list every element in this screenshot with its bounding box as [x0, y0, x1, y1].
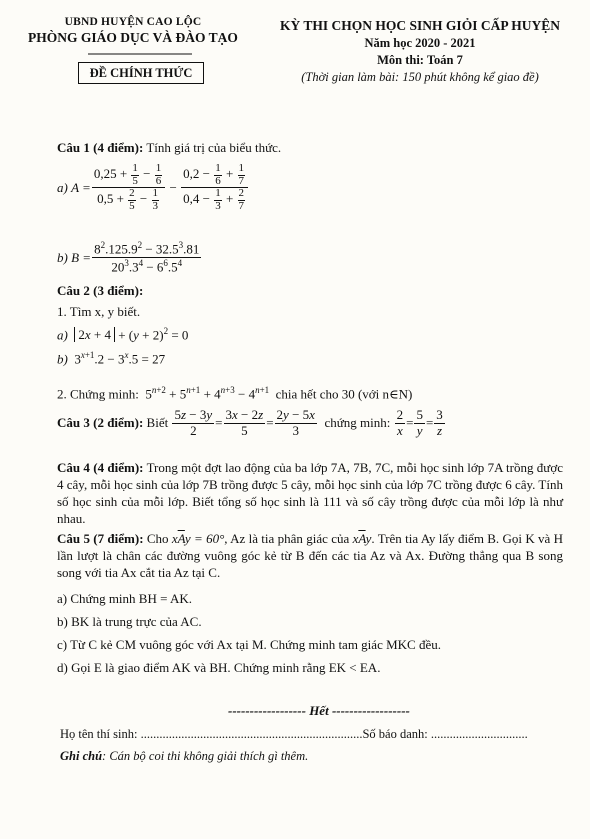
q4-text: Trong một đợt lao động của ba lớp 7A, 7B, 7C, mỗi học sinh lớp 7A trồng được 4 cây, mỗi học sinh của lớp 7B trồng được 5 cây, mỗi học sinh của lớp 7C trồng được 6 cây. Tính số học sinh của mỗi lớp. Biết tổng số học sinh là 111 và số cây trồng được của mỗi lớp là như nhau. — [57, 460, 563, 526]
organization-header — [28, 16, 238, 46]
candidate-number-label: Số báo danh: — [362, 727, 428, 741]
q2-part1: 1. Tìm x, y biết. — [57, 304, 141, 319]
q1b-frac: $\frac{8^2.125.9^2 - 32.5^3.81}{20^3.3^4 - 6^6.5^4}$ — [94, 240, 200, 275]
time-note: (Thời gian làm bài: 150 phút không kể giao đề) — [301, 70, 539, 84]
q1a-frac-1: 0,25 + $\frac{1}{5}$ − $\frac{1}{6}$ 0,5 + $\frac{2}{5}$ − $\frac{1}{3}$ — [92, 163, 165, 212]
q1a-frac-2: 0,2 − $\frac{1}{6}$ + $\frac{1}{7}$ 0,4 − $\frac{1}{3}$ + $\frac{2}{7}$ — [181, 163, 248, 212]
q2-part2: 2. Chứng minh: $5^{n+2} + 5^{n+1} + 4^{n+3} - 4^{n+1}$ chia hết cho 30 (với n∈N) — [57, 385, 413, 402]
q1-title: Câu 1 (4 điểm): — [57, 140, 144, 155]
candidate-name-label: Họ tên thí sinh: — [60, 727, 138, 741]
q5-title: Câu 5 (7 điểm): — [57, 531, 144, 546]
q5b: b) BK là trung trực của AC. — [57, 614, 202, 629]
q1b-expression — [57, 240, 202, 276]
candidate-number-dots[interactable]: ............................... — [430, 727, 528, 741]
q3-statement: Câu 3 (2 điểm): Biết $\frac{5z - 3y}{2}$ = $\frac{3x - 2z}{5}$ = $\frac{2y - 5x}{3}$ chứng minh: $\frac{2}{x}$ = $\frac{5}{y}$ = $\frac{3}{z}$ — [57, 407, 443, 438]
angle-xay: $x\overline{A}y$ — [352, 531, 372, 546]
q1b-label: b) — [57, 249, 68, 265]
candidate-info-line — [60, 727, 570, 742]
subject: Môn thi: Toán 7 — [377, 53, 463, 67]
org-underline — [88, 53, 192, 55]
q5d: d) Gọi E là giao điểm AK và BH. Chứng minh rằng EK < EA. — [57, 660, 381, 675]
q1-heading — [57, 140, 281, 156]
q1a-label: a) — [57, 179, 68, 195]
note-text: : Cán bộ coi thi không giải thích gì thêm. — [102, 749, 309, 763]
exam-header — [270, 18, 570, 85]
q2a-equation: a) $2x + 4 + (y + 2)^2 = 0$ — [57, 326, 189, 343]
q1a-var: A = — [71, 179, 91, 195]
note — [60, 749, 308, 764]
note-label: Ghi chú — [60, 749, 103, 763]
q1-text: Tính giá trị của biểu thức. — [146, 140, 282, 155]
q4-paragraph — [57, 459, 563, 527]
org-line-1: UBND HUYỆN CAO LỘC — [64, 16, 202, 28]
q5-paragraph: Câu 5 (7 điểm): Cho $x\overline{A}y = 60^\circ$, Az là tia phân giác của $x\overline{A}y$. Trên tia Ay lấy điểm B. Gọi K và H lần lượt là chân các đường vuông góc kẻ từ B đến các tia Az và Ax. Đường thẳng qua B song song với tia Ax cắt tia Az tại C. — [57, 531, 564, 580]
end-marker: ------------------ Hết ------------------ — [228, 703, 410, 718]
exam-title: KỲ THI CHỌN HỌC SINH GIỎI CẤP HUYỆN — [280, 18, 560, 33]
org-line-2: PHÒNG GIÁO DỤC VÀ ĐÀO TẠO — [28, 30, 238, 45]
school-year: Năm học 2020 - 2021 — [364, 36, 476, 50]
q2b-equation: b) $3^{x+1}.2 - 3^x.5 = 27$ — [57, 350, 166, 367]
q4-title: Câu 4 (4 điểm): — [57, 460, 144, 475]
q5a: a) Chứng minh BH = AK. — [57, 591, 192, 606]
q5c: c) Từ C kẻ CM vuông góc với Ax tại M. Chứng minh tam giác MKC đều. — [57, 637, 441, 652]
angle-xay-60: $x\overline{A}y = 60^\circ$ — [171, 531, 225, 546]
candidate-name-dots[interactable]: ....................................................................... — [140, 727, 363, 741]
q1a-expression: a) A = 0,25 + $\frac{1}{5}$ − $\frac{1}{6}$ 0,5 + $\frac{2}{5}$ − $\frac{1}{3}$ − 0,2 − $\frac{1}{6}$ + $\frac{1}{7}$ 0,4 − $\frac{1}{3}$ + $\frac{2}{7}$ — [57, 163, 249, 212]
q2-title: Câu 2 (3 điểm): — [57, 283, 144, 298]
official-badge: ĐỀ CHÍNH THỨC — [78, 62, 204, 84]
q1b-var: B = — [71, 249, 92, 265]
